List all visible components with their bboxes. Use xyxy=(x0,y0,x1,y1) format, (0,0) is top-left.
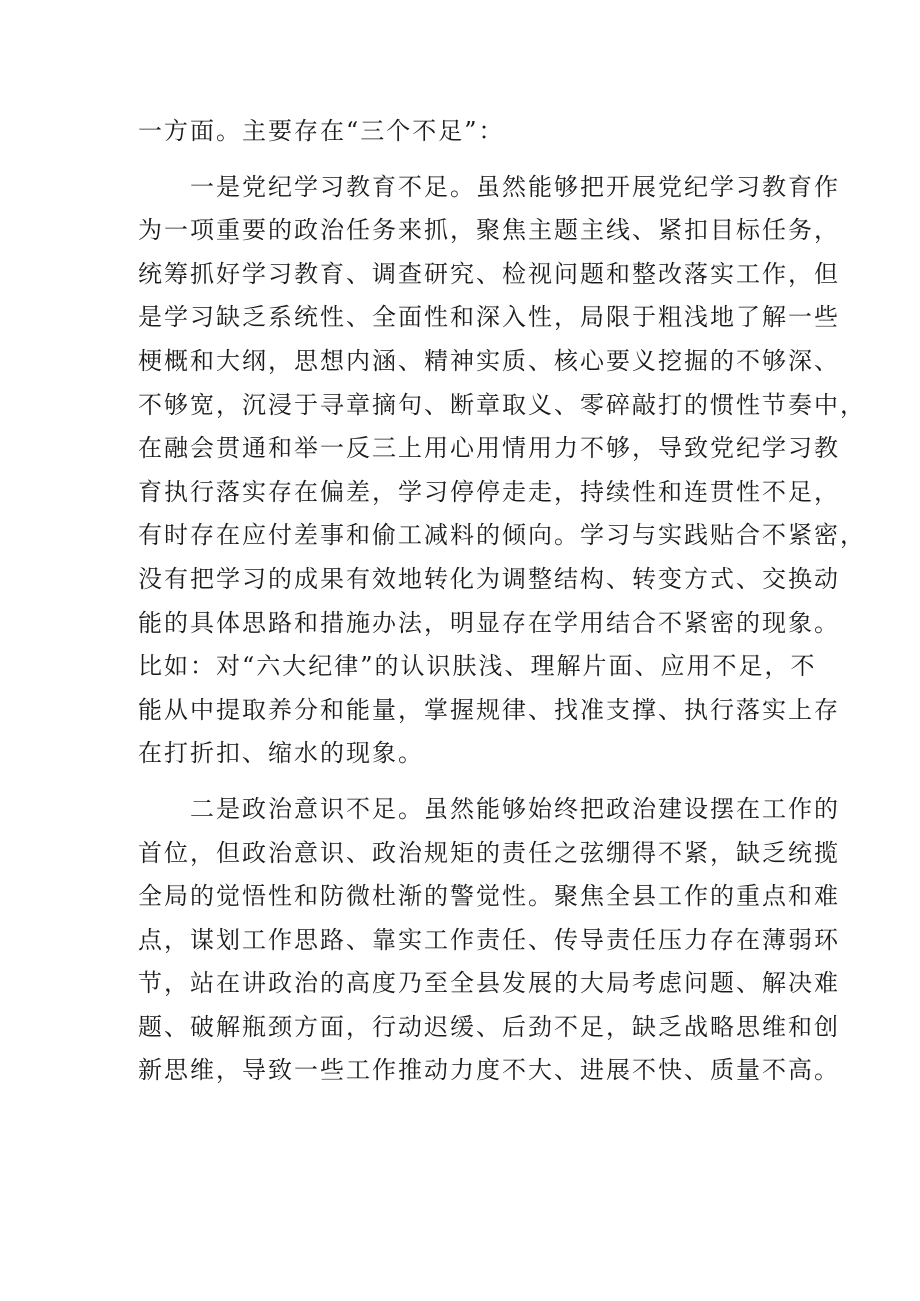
paragraph-line: 没有把学习的成果有效地转化为调整结构、转变方式、交换动 xyxy=(138,564,840,593)
paragraph-spacer xyxy=(138,154,798,166)
paragraph-spacer xyxy=(138,776,798,788)
paragraph-line: 点，谋划工作思路、靠实工作责任、传导责任压力存在薄弱环 xyxy=(138,925,840,954)
paragraph-line: 能从中提取养分和能量，掌握规律、找准支撑、执行落实上存 xyxy=(138,695,840,724)
paragraph-line: 二是政治意识不足。虽然能够始终把政治建设摆在工作的 xyxy=(190,794,840,823)
paragraph-line: 节，站在讲政治的高度乃至全县发展的大局考虑问题、解决难 xyxy=(138,969,840,998)
paragraph-line: 在打折扣、缩水的现象。 xyxy=(138,739,424,768)
paragraph-line: 全局的觉悟性和防微杜渐的警觉性。聚焦全县工作的重点和难 xyxy=(138,882,840,911)
paragraph-line: 是学习缺乏系统性、全面性和深入性，局限于粗浅地了解一些 xyxy=(138,303,840,332)
paragraph-line: 能的具体思路和措施办法，明显存在学用结合不紧密的现象。 xyxy=(138,608,840,637)
paragraph-line: 首位，但政治意识、政治规矩的责任之弦绷得不紧，缺乏统揽 xyxy=(138,838,840,867)
paragraph-line: 统筹抓好学习教育、调查研究、检视问题和整改落实工作，但 xyxy=(138,259,840,288)
paragraph-line: 在融会贯通和举一反三上用心用情用力不够，导致党纪学习教 xyxy=(138,434,840,463)
intro-line: 一方面。主要存在“三个不足”： xyxy=(138,117,505,145)
paragraph-line: 一是党纪学习教育不足。虽然能够把开展党纪学习教育作 xyxy=(190,172,840,201)
paragraph-line: 育执行落实存在偏差，学习停停走走，持续性和连贯性不足， xyxy=(138,477,840,506)
paragraph-political-awareness xyxy=(138,788,840,1093)
paragraph-line: 新思维，导致一些工作推动力度不大、进展不快、质量不高。 xyxy=(138,1056,840,1085)
paragraph-line: 不够宽，沉浸于寻章摘句、断章取义、零碎敲打的惯性节奏中， xyxy=(138,390,866,419)
paragraph-line: 比如：对“六大纪律”的认识肤浅、理解片面、应用不足，不 xyxy=(138,652,817,681)
paragraph-line: 题、破解瓶颈方面，行动迟缓、后劲不足，缺乏战略思维和创 xyxy=(138,1012,840,1041)
paragraph-party-discipline xyxy=(138,166,866,776)
paragraph-line: 梗概和大纲，思想内涵、精神实质、核心要义挖掘的不够深、 xyxy=(138,346,840,375)
paragraph-line: 为一项重要的政治任务来抓，聚焦主题主线、紧扣目标任务， xyxy=(138,216,840,245)
paragraph-line: 有时存在应付差事和偷工减料的倾向。学习与实践贴合不紧密， xyxy=(138,521,866,550)
document-body xyxy=(138,110,866,1093)
